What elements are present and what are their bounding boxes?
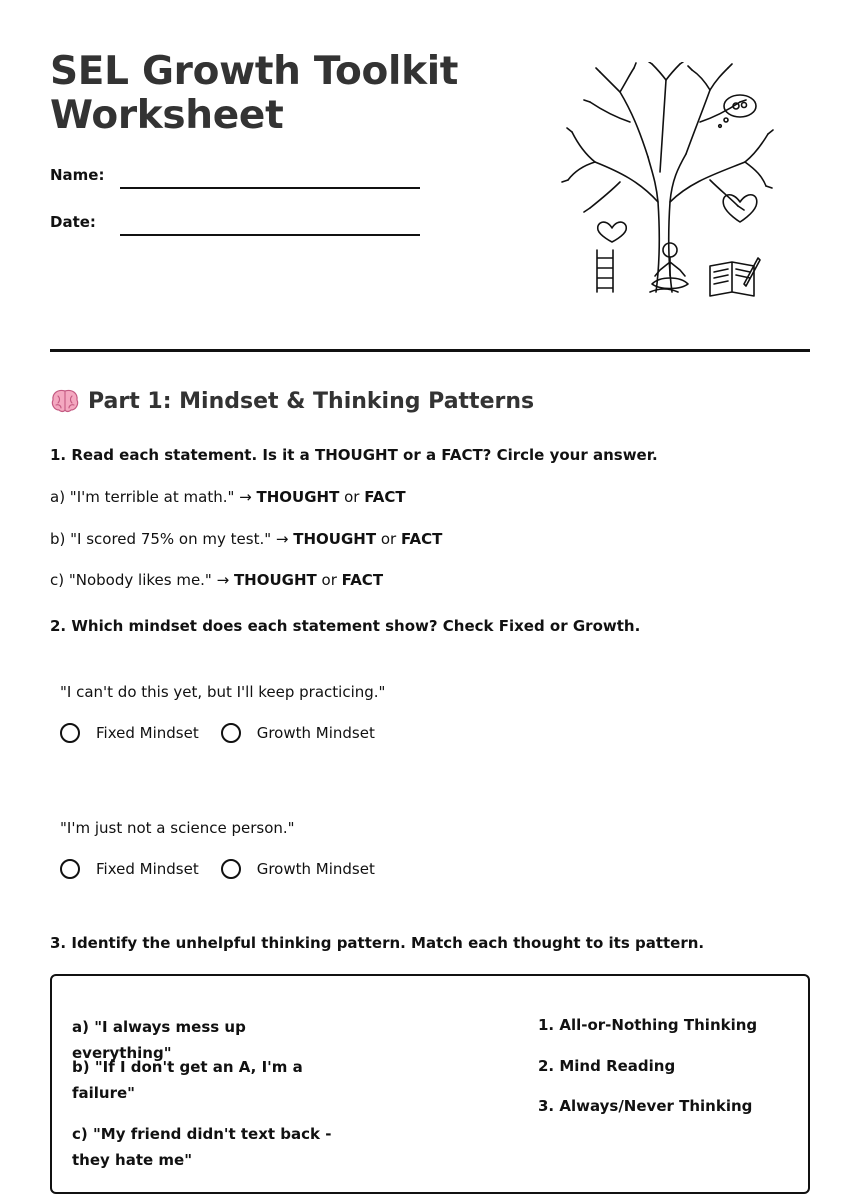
title-line-2: Worksheet [50,93,284,138]
pattern-item: 2. Mind Reading [538,1057,676,1075]
fact-option[interactable]: FACT [341,571,384,589]
thought-item: a) "I always mess up everything" [72,1018,246,1062]
pattern-item: 1. All-or-Nothing Thinking [538,1016,758,1034]
brain-icon [50,388,80,414]
thought-fact-item-a: a) "I'm terrible at math." → THOUGHT or FACT [50,488,406,506]
fact-option[interactable]: FACT [400,530,443,548]
fixed-mindset-radio[interactable] [60,723,80,743]
growth-mindset-label: Growth Mindset [256,724,375,742]
mindset-quote-1: "I can't do this yet, but I'll keep practicing." [60,683,386,701]
title-line-1: SEL Growth Toolkit [50,49,459,94]
section-title-text: Part 1: Mindset & Thinking Patterns [88,388,535,414]
date-label: Date: [50,213,96,231]
growth-mindset-radio[interactable] [221,723,241,743]
question-2-prompt: 2. Which mindset does each statement show? Check Fixed or Growth. [50,617,641,635]
matching-box [50,974,810,1194]
question-1-prompt: 1. Read each statement. Is it a THOUGHT or a FACT? Circle your answer. [50,446,658,464]
growth-mindset-radio[interactable] [221,859,241,879]
page-title [50,50,458,138]
thought-item: c) "My friend didn't text back - they hate me" [72,1125,332,1169]
name-label: Name: [50,166,105,184]
section-title [50,388,534,414]
question-3-prompt: 3. Identify the unhelpful thinking pattern. Match each thought to its pattern. [50,934,705,952]
thought-fact-item-b: b) "I scored 75% on my test." → THOUGHT or FACT [50,530,443,548]
tree-illustration [560,62,775,302]
fixed-mindset-radio[interactable] [60,859,80,879]
mindset-options-2 [60,859,397,879]
date-field[interactable] [120,234,420,236]
growth-mindset-label: Growth Mindset [256,860,375,878]
pattern-item: 3. Always/Never Thinking [538,1097,753,1115]
name-field[interactable] [120,187,420,189]
thought-item: b) "If I don't get an A, I'm a failure" [72,1058,303,1102]
thought-option[interactable]: THOUGHT [233,571,317,589]
fixed-mindset-label: Fixed Mindset [96,724,199,742]
header-divider [50,349,810,352]
thought-fact-item-c: c) "Nobody likes me." → THOUGHT or FACT [50,571,384,589]
mindset-options-1 [60,723,397,743]
thought-option[interactable]: THOUGHT [256,488,340,506]
mindset-quote-2: "I'm just not a science person." [60,819,295,837]
thought-option[interactable]: THOUGHT [293,530,377,548]
fact-option[interactable]: FACT [364,488,406,506]
fixed-mindset-label: Fixed Mindset [96,860,199,878]
